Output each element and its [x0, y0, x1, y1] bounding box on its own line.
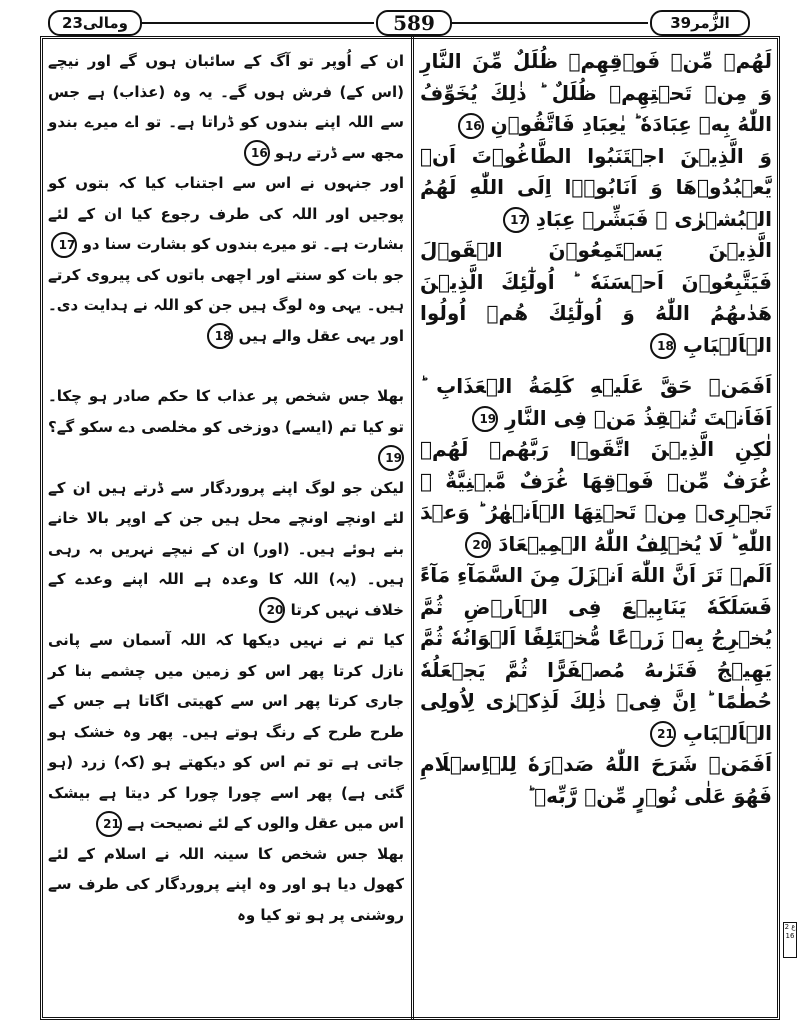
ayah-marker: 16 [244, 140, 270, 166]
arabic-verse: اَلَمۡ تَرَ اَنَّ اللّٰهَ اَنۡزَلَ مِنَ السَّمَآءِ مَآءً فَسَلَكَهٗ يَنَابِيۡعَ فِى الۡاَرۡضِ ثُمَّ يُخۡرِجُ بِهٖ زَرۡعًا مُّخۡتَلِفًا اَلۡوَانُهٗ ثُمَّ يَهِيۡجُ فَتَرٰىهُ مُصۡفَرًّا ثُمَّ يَجۡعَلُهٗ حُطٰمًا ؕ اِنَّ فِىۡ ذٰلِكَ لَذِكۡرٰى لِاُولِى الۡاَلۡبَابِ 21 [420, 560, 772, 749]
arabic-verse: الَّذِيۡنَ يَسۡتَمِعُوۡنَ الۡقَوۡلَ فَيَتَّبِعُوۡنَ اَحۡسَنَهٗ ؕ اُولٰٓئِكَ الَّذِيۡنَ هَدٰىهُمُ اللّٰهُ وَ اُولٰٓئِكَ هُمۡ اُولُوا الۡاَلۡبَابِ 18 [420, 235, 772, 361]
ayah-marker: 20 [465, 532, 491, 558]
ayah-marker: 21 [650, 721, 676, 747]
urdu-translation: بھلا جس شخص کا سینہ اللہ نے اسلام کے لئے کھول دیا ہو اور وہ اپنے پروردگار کی طرف سے روشنی پر ہو تو کیا وہ [48, 844, 404, 924]
arabic-verse: اَفَمَنۡ حَقَّ عَلَيۡهِ كَلِمَةُ الۡعَذَابِ ؕ اَفَاَنۡتَ تُنۡقِذُ مَنۡ فِى النَّارِ 19 [420, 371, 772, 434]
ayah-marker: 20 [259, 597, 285, 623]
ayah-marker: 16 [458, 113, 484, 139]
arabic-column [420, 46, 772, 812]
ayah-marker: 18 [207, 323, 233, 349]
ayah-marker: 18 [650, 333, 676, 359]
arabic-verse: اَفَمَنۡ شَرَحَ اللّٰهُ صَدۡرَهٗ لِلۡاِسۡلَامِ فَهُوَ عَلٰى نُوۡرٍ مِّنۡ رَّبِّهٖ ؕ [420, 752, 772, 808]
surah-name: الزُّمر39 [650, 10, 750, 36]
urdu-translation: اور جنہوں نے اس سے اجتناب کیا کہ بتوں کو پوجیں اور اللہ کی طرف رجوع کیا ان کے لئے بشارت ہے۔ تو میرے بندوں کو بشارت سنا دو 17 [48, 168, 404, 260]
urdu-column [48, 46, 404, 930]
ayah-marker: 19 [472, 406, 498, 432]
arabic-verse: لَهُمۡ مِّنۡ فَوۡقِهِمۡ ظُلَلٌ مِّنَ النَّارِ وَ مِنۡ تَحۡتِهِمۡ ظُلَلٌ ؕ ذٰلِكَ يُخَوِّفُ اللّٰهُ بِهٖ عِبَادَهٗ ؕ يٰعِبَادِ فَاتَّقُوۡنِ 16 [420, 46, 772, 141]
urdu-translation: کیا تم نے نہیں دیکھا کہ اللہ آسمان سے پانی نازل کرتا پھر اس کو زمین میں چشمے بنا کر جاری کرتا پھر اس سے کھیتی اگاتا ہے جس کے طرح طرح کے رنگ ہوتے ہیں۔ پھر وہ خشک ہو جاتی ہے تو تم اس کو دیکھتے ہو (کہ) زرد (ہو گئی ہے) پھر اسے چورا چورا کر دیتا ہے بیشک اس میں عقل والوں کے لئے نصیحت ہے 21 [48, 625, 404, 839]
para-name: ومالی23 [48, 10, 142, 36]
page-number: 589 [376, 10, 452, 36]
urdu-translation: لیکن جو لوگ اپنے پروردگار سے ڈرتے ہیں ان کے لئے اونچے اونچے محل ہیں جن کے اوپر بالا خانے بنے ہوئے ہیں۔ (اور) ان کے نیچے نہریں بہ رہی ہیں۔ (یہ) اللہ کا وعدہ ہے اللہ اپنے وعدے کے خلاف نہیں کرتا 20 [48, 473, 404, 626]
urdu-translation: بھلا جس شخص پر عذاب کا حکم صادر ہو چکا۔ تو کیا تم (ایسے) دوزخی کو مخلصی دے سکو گے؟ 19 [48, 381, 404, 473]
arabic-verse: وَ الَّذِيۡنَ اجۡتَنَبُوا الطَّاغُوۡتَ اَنۡ يَّعۡبُدُوۡهَا وَ اَنَابُوۡۤا اِلَى اللّٰهِ لَهُمُ الۡبُشۡرٰى ۚ فَبَشِّرۡ عِبَادِ 17 [420, 141, 772, 236]
column-divider [411, 36, 414, 1020]
ayah-marker: 17 [503, 207, 529, 233]
page-header [44, 10, 779, 36]
ayah-marker: 17 [51, 232, 77, 258]
arabic-verse: لٰكِنِ الَّذِيۡنَ اتَّقَوۡا رَبَّهُمۡ لَهُمۡ غُرَفٌ مِّنۡ فَوۡقِهَا غُرَفٌ مَّبۡنِيَّةٌ ۙ تَجۡرِىۡ مِنۡ تَحۡتِهَا الۡاَنۡهٰرُ ؕ وَعۡدَ اللّٰهِ ؕ لَا يُخۡلِفُ اللّٰهُ الۡمِيۡعَادَ 20 [420, 434, 772, 560]
header-rule-right [450, 22, 648, 24]
ruku-marker: 2 ع 16 [783, 922, 797, 958]
ayah-marker: 19 [378, 445, 404, 471]
urdu-translation: جو بات کو سنتے اور اچھی باتوں کی پیروی کرتے ہیں۔ یہی وہ لوگ ہیں جن کو اللہ نے ہدایت دی۔ اور یہی عقل والے ہیں 18 [48, 260, 404, 352]
ayah-marker: 21 [96, 811, 122, 837]
urdu-translation: ان کے اُوپر تو آگ کے سائبان ہوں گے اور نیچے (اس کے) فرش ہوں گے۔ یہ وہ (عذاب) ہے جس سے اللہ اپنے بندوں کو ڈراتا ہے۔ تو اے میرے بندو مجھ سے ڈرتے رہو 16 [48, 46, 404, 168]
header-rule-left [140, 22, 374, 24]
